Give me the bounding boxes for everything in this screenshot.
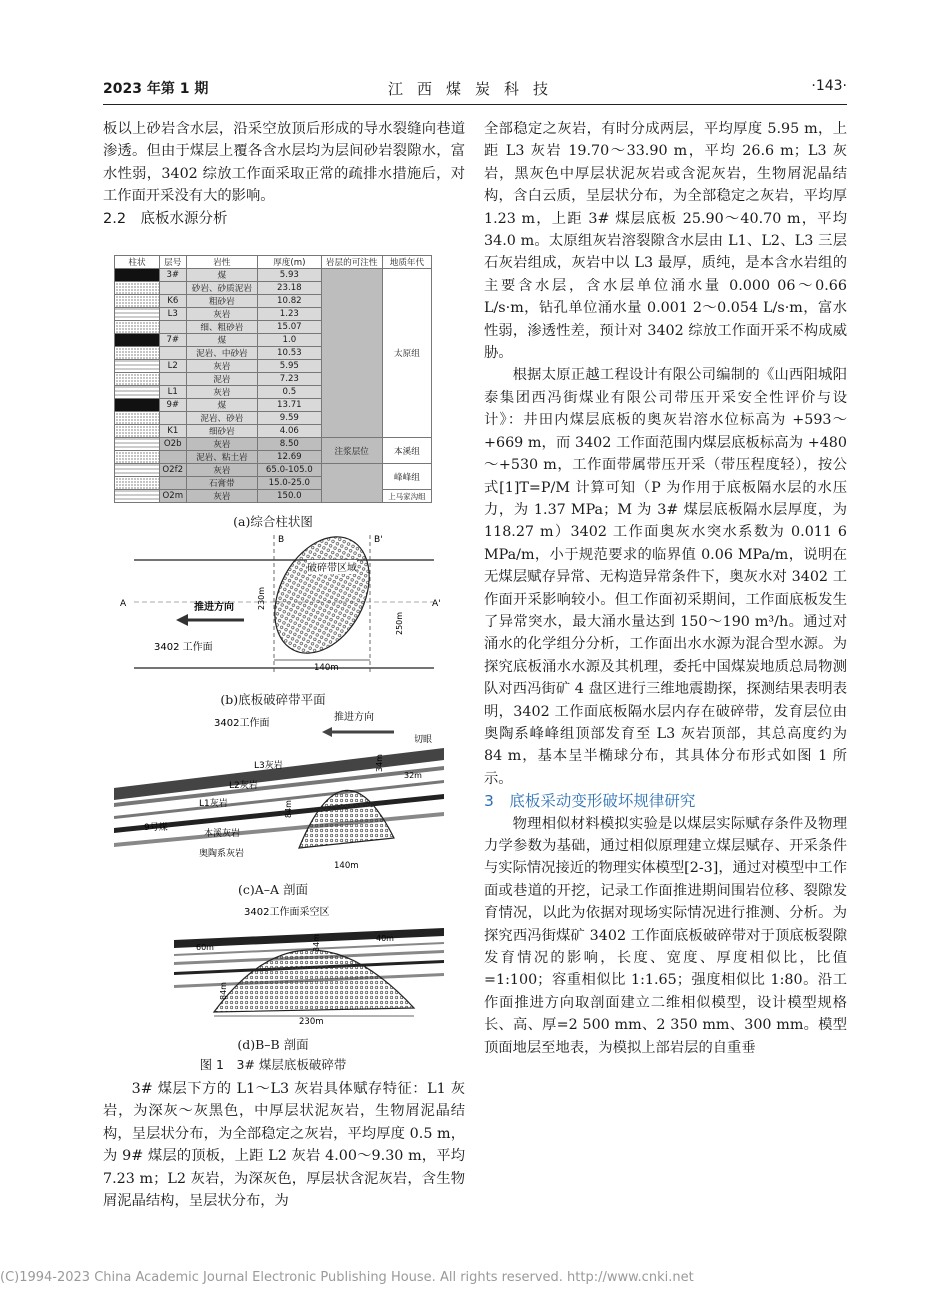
strat-cell-lith: 灰岩 (186, 490, 258, 503)
strat-cell-lith: 灰岩 (186, 464, 258, 477)
marker-a: A (120, 599, 127, 609)
strat-cell-th: 12.69 (258, 451, 321, 464)
strat-cell-th: 10.53 (258, 347, 321, 360)
strat-cell-no (159, 373, 186, 386)
strat-cell-th: 150.0 (258, 490, 321, 503)
h2-dim: 250m (395, 611, 404, 635)
age-fengfeng: 峰峰组 (382, 464, 431, 490)
strat-cell-lith: 灰岩 (186, 438, 258, 451)
strat-column-swatch (115, 477, 160, 490)
strat-column-swatch (115, 412, 160, 425)
strat-cell-th: 1.0 (258, 334, 321, 347)
strat-row (115, 438, 432, 451)
strat-cell-th: 15.0-25.0 (258, 477, 321, 490)
strat-cell-no (159, 412, 186, 425)
strat-cell-no: 7# (159, 334, 186, 347)
advance-dir-label: 推进方向 (194, 602, 234, 613)
strat-cell-lith: 泥岩、粘土岩 (186, 451, 258, 464)
marker-a2: A' (432, 599, 441, 609)
figure-a-strat-column (114, 255, 432, 503)
issue-label: 2023 年第 1 期 (103, 81, 209, 97)
strat-header-cell: 岩层的可注性 (321, 256, 382, 269)
strat-cell-lith: 泥岩 (186, 373, 258, 386)
caption-a: (a)综合柱状图 (233, 514, 313, 529)
left-paragraph-2: 3# 煤层下方的 L1～L3 灰岩具体赋存特征：L1 灰岩，为深灰～灰黑色，中厚层状泥灰岩，生物屑泥晶结构，呈层状分布，为全部稳定之灰岩，平均厚度 0.5 m，为 9# 煤层的顶板，上距 L2 灰岩 4.00～9.30 m，平均 7.23 m；L2 灰岩，为深灰色，厚层状含泥灰岩，含生物屑泥晶结构，呈层状分布，为 (103, 1081, 465, 1210)
strat-cell-lith: 煤 (186, 399, 258, 412)
d-goaf-label: 3402工作面采空区 (244, 907, 330, 918)
strat-column-swatch (115, 373, 160, 386)
copyright-footer: (C)1994-2023 China Academic Journal Electronic Publishing House. All rights reserved. http://www.cnki.net (0, 1270, 694, 1285)
section-2-2-heading: 2.2 底板水源分析 (103, 210, 228, 227)
c-d84: 84m (284, 800, 293, 818)
strat-cell-no (159, 347, 186, 360)
strat-cell-lith: 细、粗砂岩 (186, 321, 258, 334)
right-column (484, 118, 847, 1059)
strat-cell-no: 9# (159, 399, 186, 412)
d-d40: 40m (376, 934, 394, 943)
strat-cell-no: L3 (159, 308, 186, 321)
c-dir-label: 推进方向 (334, 712, 374, 723)
strat-row (115, 269, 432, 282)
journal-title: 江西煤炭科技 (387, 80, 562, 98)
page-number: ·143· (811, 78, 847, 94)
left-column (103, 118, 465, 230)
strat-table (114, 255, 432, 503)
caption-c: (c)A–A 剖面 (237, 882, 309, 897)
strat-cell-th: 5.93 (258, 269, 321, 282)
age-shangmajiagou: 上马家沟组 (382, 490, 431, 503)
d-w230: 230m (299, 1017, 324, 1025)
c-aotao-label: 奥陶系灰岩 (199, 849, 245, 859)
age-taiyuan: 太原组 (382, 269, 431, 438)
fracture-zone-ellipse (256, 530, 388, 669)
strat-column-swatch (115, 321, 160, 334)
c-face-label: 3402工作面 (214, 718, 270, 729)
c-l2-label: L2灰岩 (229, 781, 258, 791)
strat-column-swatch (115, 360, 160, 373)
strat-injectability-cell (321, 269, 382, 438)
right-paragraph-3: 物理相似材料模拟实验是以煤层实际赋存条件及物理力学参数为基础，通过相似原理建立煤层赋存、开采条件与实际情况接近的物理实体模型[2-3]，通过对模型中工作面或巷道的开挖，记录工作面推进期间围岩位移、裂隙发育情况，以此为依据对现场实际情况进行推测、分析。为探究西冯街煤矿 3402 工作面底板破碎带对于顶底板裂隙发育情况的影响，长度、宽度、厚度相似比，比值=1:100；容重相似比 1:1.65；强度相似比 1:80。沿工作面推进方向取剖面建立二维相似模型，设计模型规格长、高、厚=2 500 mm、2 350 mm、300 mm。模型顶面地层至地表，为模拟上部岩层的自重垂 (484, 815, 848, 1056)
strat-column-swatch (115, 490, 160, 503)
strat-cell-th: 65.0-105.0 (258, 464, 321, 477)
fracture-zone-section (299, 790, 394, 848)
strat-cell-no: O2m (159, 490, 186, 503)
caption-d: (d)B–B 剖面 (237, 1037, 309, 1052)
c-coal9-label: 9号煤 (144, 823, 168, 833)
running-header (103, 78, 847, 100)
strat-cell-no: K6 (159, 295, 186, 308)
strat-cell-no (159, 477, 186, 490)
strat-cell-lith: 砂岩、砂质泥岩 (186, 282, 258, 295)
c-w140: 140m (334, 861, 359, 871)
marker-b: B (278, 535, 285, 545)
figure-b-plan (114, 530, 444, 680)
strat-cell-lith: 泥岩、砂岩 (186, 412, 258, 425)
strat-column-swatch (115, 464, 160, 477)
face-label: 3402 工作面 (154, 642, 213, 653)
strat-cell-no (159, 321, 186, 334)
advance-arrow-head (176, 614, 188, 626)
strat-column-swatch (115, 295, 160, 308)
right-paragraph-1: 全部稳定之灰岩，有时分成两层，平均厚度 5.95 m，上距 L3 灰岩 19.70～33.90 m，平均 26.6 m；L3 灰岩，黑灰色中厚层状泥灰岩或含泥灰岩，生物屑泥晶结构，含白云质，呈层状分布，为全部稳定之灰岩，平均厚 1.23 m，上距 3# 煤层底板 25.90～40.70 m，平均 34.0 m。太原组灰岩溶裂隙含水层由 L1、L2、L3 三层石灰岩组成，灰岩中以 L3 最厚，质纯，是本含水岩组的主要含水层，含水层单位涌水量 0.000 06～0.66 L/s·m，钻孔单位涌水量 0.001 2～0.054 L/s·m，富水性弱，渗透性差，预计对 3402 综放工作面开采不构成威胁。 (484, 121, 847, 362)
figure-1-caption: 图 1 3# 煤层底板破碎带 (199, 1057, 347, 1072)
header-rule (103, 104, 847, 105)
strat-cell-lith: 灰岩 (186, 360, 258, 373)
c-l3-label: L3灰岩 (254, 761, 283, 771)
h1-dim: 230m (257, 586, 266, 610)
strat-cell-th: 0.5 (258, 386, 321, 399)
width-dim: 140m (314, 663, 339, 673)
strat-column-swatch (115, 269, 160, 282)
strat-cell-lith: 石膏带 (186, 477, 258, 490)
d-d84: 84m (219, 982, 228, 1000)
d-d60: 60m (196, 943, 214, 952)
strat-header-cell: 柱状 (115, 256, 160, 269)
strat-cell-th: 9.59 (258, 412, 321, 425)
strat-cell-th: 8.50 (258, 438, 321, 451)
strat-header-cell: 层号 (159, 256, 186, 269)
strat-cell-th: 4.06 (258, 425, 321, 438)
strat-cell-no: L2 (159, 360, 186, 373)
inject-layer-label: 注浆层位 (321, 438, 382, 464)
section-3-heading: 3 底板采动变形破坏规律研究 (484, 792, 696, 811)
strat-cell-lith: 煤 (186, 334, 258, 347)
d-d34: 34m (312, 934, 321, 952)
c-arrow-head (322, 727, 332, 737)
zone-label: 破碎带区域 (307, 563, 357, 574)
strat-column-swatch (115, 399, 160, 412)
strat-cell-th: 23.18 (258, 282, 321, 295)
figure-c-section-aa (114, 708, 444, 873)
strat-cell-th: 1.23 (258, 308, 321, 321)
strat-cell-th: 5.95 (258, 360, 321, 373)
strat-row (115, 490, 432, 503)
strat-header-cell: 厚度(m) (258, 256, 321, 269)
strat-cell-lith: 灰岩 (186, 386, 258, 399)
strat-column-swatch (115, 282, 160, 295)
c-d34: 34m (375, 754, 384, 772)
strat-cell-no: K1 (159, 425, 186, 438)
strat-cell-no (159, 282, 186, 295)
c-cut-label: 切眼 (414, 735, 433, 745)
strat-column-swatch (115, 334, 160, 347)
strat-column-swatch (115, 386, 160, 399)
strat-column-swatch (115, 308, 160, 321)
strat-column-swatch (115, 451, 160, 464)
strat-cell-th: 13.71 (258, 399, 321, 412)
age-benxi: 本溪组 (382, 438, 431, 464)
strat-cell-th: 10.82 (258, 295, 321, 308)
strat-cell-no: 3# (159, 269, 186, 282)
c-benxi-label: 本溪灰岩 (204, 829, 241, 839)
strat-cell-lith: 细砂岩 (186, 425, 258, 438)
left-paragraph-1: 板以上砂岩含水层，沿采空放顶后形成的导水裂缝向巷道渗透。但由于煤层上覆各含水层均为层间砂岩裂隙水，富水性弱，3402 综放工作面采取正常的疏排水措施后，对工作面开采没有大的影响。 (103, 121, 465, 205)
c-l1-label: L1灰岩 (199, 799, 228, 809)
marker-b2: B' (374, 535, 383, 545)
strat-column-swatch (115, 425, 160, 438)
strat-cell-lith: 泥岩、中砂岩 (186, 347, 258, 360)
strat-header-cell: 岩性 (186, 256, 258, 269)
strat-cell-lith: 煤 (186, 269, 258, 282)
strat-column-swatch (115, 438, 160, 451)
strat-header-cell: 地质年代 (382, 256, 431, 269)
strat-cell-no: O2b (159, 438, 186, 451)
strat-injectability-cell (321, 464, 382, 503)
c-d32: 32m (404, 771, 422, 780)
right-paragraph-2: 根据太原正越工程设计有限公司编制的《山西阳城阳泰集团西冯街煤业有限公司带压开采安全性评价与设计》：井田内煤层底板的奥灰岩溶水位标高为 +593～+669 m，而 3402 工作面范围内煤层底板标高为 +480～+530 m，工作面带属带压开采（带压程度轻），按公式[1]T=P/M 计算可知（P 为作用于底板隔水层的水压力，为 1.37 MPa；M 为 3# 煤层底板隔水层厚度，为 118.27 m）3402 工作面奥灰水突水系数为 0.011 6 MPa/m，小于规范要求的临界值 0.06 MPa/m，说明在无煤层赋存异常、无构造异常条件下，奥灰水对 3402 工作面开采影响较小。但工作面初采期间，工作面底板发生了异常突水，最大涌水量达到 150～190 m³/h。通过对涌水的化学组分分析，工作面出水水源为混合型水源。为探究底板涌水水源及其机理，委托中国煤炭地质总局物测队对西冯街矿 4 盘区进行三维地震勘探，探测结果表明表明，3402 工作面底板隔水层内存在破碎带，发育层位由奥陶系峰峰组顶部发育至 L3 灰岩顶部，其总高度约为 84 m，基本呈半椭球分布，其具体分布形式如图 1 所示。 (484, 367, 847, 787)
strat-cell-lith: 灰岩 (186, 308, 258, 321)
strat-column-swatch (115, 347, 160, 360)
left-column-bottom (103, 1078, 465, 1212)
strat-cell-no (159, 451, 186, 464)
figure-d-section-bb (114, 900, 444, 1025)
strat-cell-lith: 粗砂岩 (186, 295, 258, 308)
strat-cell-th: 15.07 (258, 321, 321, 334)
strat-cell-no: L1 (159, 386, 186, 399)
strat-cell-no: O2f2 (159, 464, 186, 477)
strat-cell-th: 7.23 (258, 373, 321, 386)
strat-row (115, 464, 432, 477)
caption-b: (b)底板破碎带平面 (220, 692, 326, 707)
